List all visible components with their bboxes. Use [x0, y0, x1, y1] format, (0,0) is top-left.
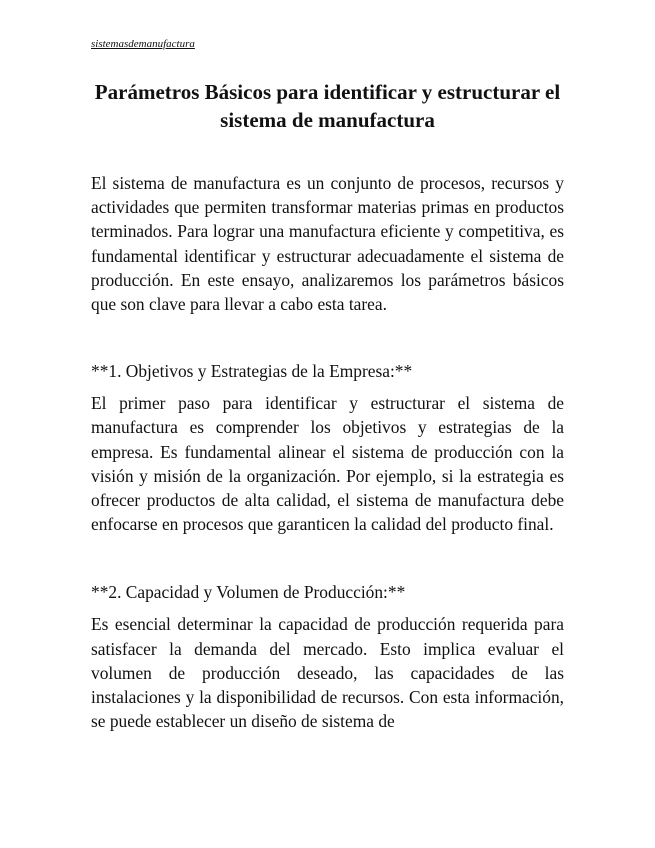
section-heading: **1. Objetivos y Estrategias de la Empresa:**: [91, 361, 413, 382]
page-header-site: sistemasdemanufactura: [91, 38, 195, 50]
document-body: [91, 171, 564, 777]
section-capacity: [91, 580, 564, 733]
section-heading: **2. Capacidad y Volumen de Producción:**: [91, 582, 406, 603]
page-title: Parámetros Básicos para identificar y estructurar el sistema de manufactura: [94, 80, 561, 132]
section-objectives: [91, 359, 564, 536]
intro-paragraph: El sistema de manufactura es un conjunto de procesos, recursos y actividades que permiten transformar materias primas en productos terminados. Para lograr una manufactura eficiente y competitiva, es fundamental identificar y estructurar adecuadamente el sistema de producción. En este ensayo, analizaremos los parámetros básicos que son clave para llevar a cabo esta tarea.: [91, 173, 564, 315]
section-paragraph: Es esencial determinar la capacidad de producción requerida para satisfacer la demanda del mercado. Esto implica evaluar el volumen de producción deseado, las capacidades de las instalaciones y la disponibilidad de recursos. Con esta información, se puede establecer un diseño de sistema de: [91, 614, 564, 732]
section-paragraph: El primer paso para identificar y estructurar el sistema de manufactura es comprender los objetivos y estrategias de la empresa. Es fundamental alinear el sistema de producción con la visión y misión de la organización. Por ejemplo, si la estrategia es ofrecer productos de alta calidad, el sistema de manufactura debe enfocarse en procesos que garanticen la calidad del producto final.: [91, 393, 564, 535]
